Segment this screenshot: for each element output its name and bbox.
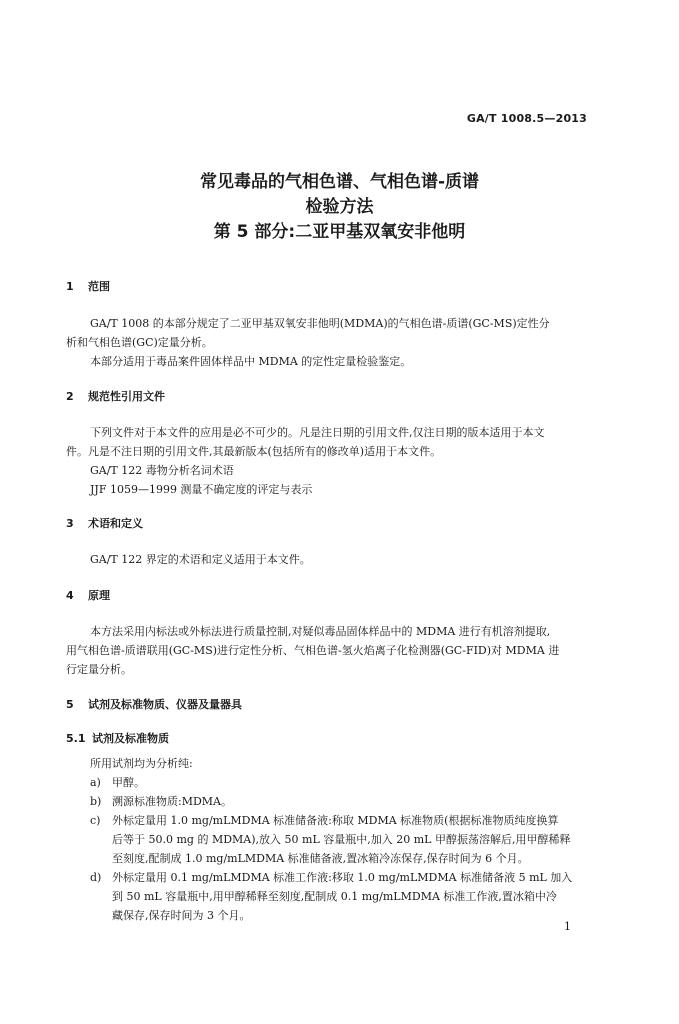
list-marker: a) xyxy=(90,776,101,789)
section-5-1-heading xyxy=(66,730,169,746)
reference-item: GA/T 122 毒物分析名词术语 xyxy=(90,464,234,477)
paragraph-line: GA/T 1008 的本部分规定了二亚甲基双氧安非他明(MDMA)的气相色谱-质谱(GC-MS)定性分 xyxy=(90,317,550,330)
section-1-heading xyxy=(66,278,110,294)
section-title: 术语和定义 xyxy=(88,517,143,530)
list-item-line: 到 50 mL 容量瓶中,用甲醇稀释至刻度,配制成 0.1 mg/mLMDMA 标准工作液,置冰箱中冷 xyxy=(112,890,557,903)
list-item xyxy=(90,773,592,792)
list-marker: b) xyxy=(90,795,102,808)
title-line-2: 检验方法 xyxy=(305,197,374,217)
paragraph-line: 本部分适用于毒品案件固体样品中 MDMA 的定性定量检验鉴定。 xyxy=(90,355,412,368)
list-marker: c) xyxy=(90,814,101,827)
section-title: 原理 xyxy=(88,589,110,602)
list-item-line: 甲醇。 xyxy=(112,776,145,789)
section-5-heading xyxy=(66,696,242,712)
paragraph-line: 所用试剂均为分析纯: xyxy=(90,757,193,770)
section-5-1-intro xyxy=(66,754,592,773)
section-number: 3 xyxy=(66,517,74,530)
paragraph-line: GA/T 122 界定的术语和定义适用于本文件。 xyxy=(90,553,311,566)
list-item xyxy=(90,811,592,868)
document-title xyxy=(0,170,679,245)
standard-code: GA/T 1008.5—2013 xyxy=(466,112,587,125)
section-number: 1 xyxy=(66,280,74,293)
list-item-line: 至刻度,配制成 1.0 mg/mLMDMA 标准储备液,置冰箱冷冻保存,保存时间为 6 个月。 xyxy=(112,852,529,865)
paragraph-line: 下列文件对于本文件的应用是必不可少的。凡是注日期的引用文件,仅注日期的版本适用于本文 xyxy=(90,426,545,439)
section-2-body xyxy=(66,423,592,499)
section-number: 5.1 xyxy=(66,732,86,745)
section-number: 5 xyxy=(66,698,74,711)
list-item-line: 外标定量用 0.1 mg/mLMDMA 标准工作液:移取 1.0 mg/mLMDMA 标准储备液 5 mL 加入 xyxy=(112,871,573,884)
title-line-3: 第 5 部分:二亚甲基双氧安非他明 xyxy=(213,222,466,242)
list-item xyxy=(90,868,592,925)
list-item-line: 后等于 50.0 mg 的 MDMA),放入 50 mL 容量瓶中,加入 20 mL 甲醇振荡溶解后,用甲醇稀释 xyxy=(112,833,571,846)
list-item-line: 溯源标准物质:MDMA。 xyxy=(112,795,232,808)
section-title: 试剂及标准物质 xyxy=(92,732,169,745)
list-item-line: 外标定量用 1.0 mg/mLMDMA 标准储备液:称取 MDMA 标准物质(根据标准物质纯度换算 xyxy=(112,814,559,827)
section-number: 2 xyxy=(66,390,74,403)
paragraph-line: 析和气相色谱(GC)定量分析。 xyxy=(66,336,213,349)
section-3-heading xyxy=(66,515,143,531)
paragraph-line: 件。凡是不注日期的引用文件,其最新版本(包括所有的修改单)适用于本文件。 xyxy=(66,445,442,458)
list-item-line: 藏保存,保存时间为 3 个月。 xyxy=(112,909,251,922)
paragraph-line: 本方法采用内标法或外标法进行质量控制,对疑似毒品固体样品中的 MDMA 进行有机溶剂提取, xyxy=(90,625,551,638)
section-2-heading xyxy=(66,388,165,404)
page-number: 1 xyxy=(564,920,571,933)
paragraph-line: 行定量分析。 xyxy=(66,663,132,676)
title-line-1: 常见毒品的气相色谱、气相色谱-质谱 xyxy=(199,172,480,192)
paragraph-line: 用气相色谱-质谱联用(GC-MS)进行定性分析、气相色谱-氢火焰离子化检测器(GC-FID)对 MDMA 进 xyxy=(66,644,560,657)
section-3-body xyxy=(66,550,592,569)
section-4-body xyxy=(66,622,592,679)
section-4-heading xyxy=(66,587,110,603)
section-1-body xyxy=(66,314,592,371)
section-title: 试剂及标准物质、仪器及量器具 xyxy=(88,698,242,711)
reference-item: JJF 1059—1999 测量不确定度的评定与表示 xyxy=(90,483,313,496)
section-title: 规范性引用文件 xyxy=(88,390,165,403)
section-number: 4 xyxy=(66,589,74,602)
reagent-list xyxy=(90,773,592,925)
section-title: 范围 xyxy=(88,280,110,293)
list-item xyxy=(90,792,592,811)
list-marker: d) xyxy=(90,871,102,884)
